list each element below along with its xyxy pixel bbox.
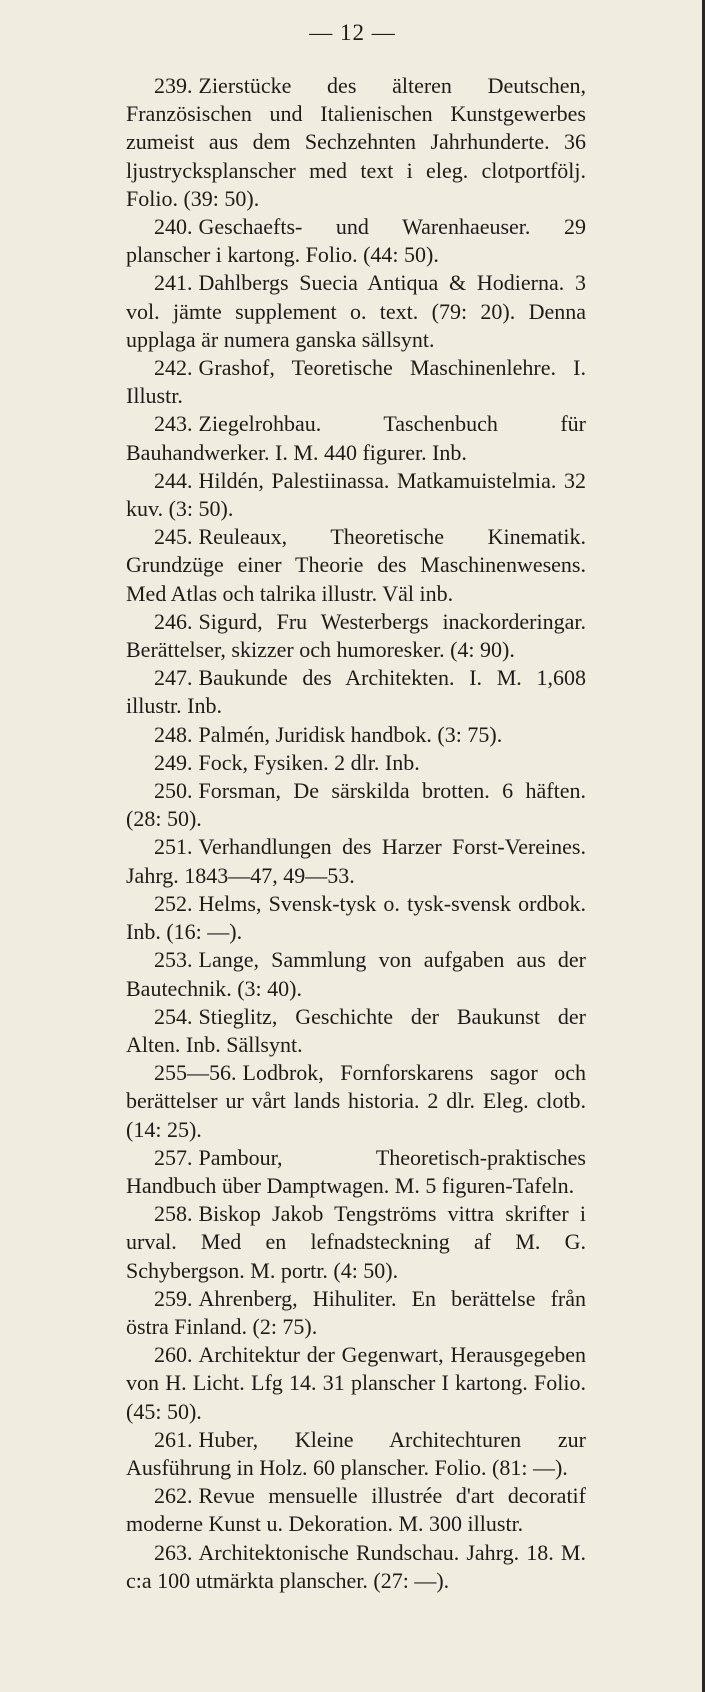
entry-number: 240. bbox=[154, 214, 193, 240]
catalogue-entry bbox=[126, 1059, 586, 1144]
catalogue-entry bbox=[126, 664, 586, 720]
entry-text: Grashof, Teoretische Maschinenlehre. I. Illustr. bbox=[126, 355, 586, 409]
entry-number: 252. bbox=[154, 890, 193, 916]
catalogue-entry bbox=[126, 410, 586, 466]
entry-text: Helms, Svensk-tysk o. tysk-svensk ordbok. Inb. (16: —). bbox=[126, 890, 586, 945]
entry-text: Hildén, Palestiinassa. Matkamuistelmia. 32 kuv. (3: 50). bbox=[126, 467, 586, 522]
catalogue-entry bbox=[126, 269, 586, 354]
catalogue-entry bbox=[126, 213, 586, 269]
entry-text: Zierstücke des älteren Deutschen, Französischen und Italienischen Kunstgewerbes zumeist aus dem Sechzehnten Jahrhunderte. 36 ljustrycksplanscher med text i eleg. clotportfölj. Folio. (39: 50). bbox=[126, 73, 586, 211]
entry-text: Ziegelrohbau. Taschenbuch für Bauhandwerker. I. M. 440 figurer. Inb. bbox=[126, 411, 586, 465]
entry-text: Verhandlungen des Harzer Forst-Vereines. Jahrg. 1843—47, 49—53. bbox=[126, 834, 586, 888]
catalogue-entry bbox=[126, 354, 586, 410]
catalogue-entry bbox=[126, 1003, 586, 1059]
catalogue-entries bbox=[126, 72, 586, 1595]
catalogue-entry bbox=[126, 777, 586, 833]
entry-number: 244. bbox=[154, 467, 193, 493]
catalogue-entry bbox=[126, 721, 586, 749]
entry-text: Reuleaux, Theoretische Kinematik. Grundzüge einer Theorie des Maschinenwesens. Med Atlas och talrika illustr. Väl inb. bbox=[126, 524, 586, 606]
entry-number: 263. bbox=[154, 1539, 193, 1565]
entry-text: Forsman, De särskilda brotten. 6 häften. (28: 50). bbox=[126, 778, 586, 832]
entry-text: Architektur der Gegenwart, Herausgegeben von H. Licht. Lfg 14. 31 planscher I kartong. Folio. (45: 50). bbox=[126, 1342, 586, 1424]
entry-number: 243. bbox=[154, 411, 193, 437]
entry-number: 241. bbox=[154, 270, 193, 296]
catalogue-entry bbox=[126, 1200, 586, 1285]
entry-number: 251. bbox=[154, 834, 193, 860]
entry-number: 261. bbox=[154, 1426, 193, 1452]
entry-text: Palmén, Juridisk handbok. (3: 75). bbox=[198, 721, 503, 747]
entry-number: 242. bbox=[154, 355, 193, 381]
catalogue-entry bbox=[126, 946, 586, 1002]
catalogue-entry bbox=[126, 608, 586, 664]
entry-number: 245. bbox=[154, 524, 193, 550]
catalogue-entry bbox=[126, 1341, 586, 1426]
entry-number: 255—56. bbox=[154, 1060, 237, 1086]
entry-text: Ahrenberg, Hihuliter. En berättelse från östra Finland. (2: 75). bbox=[126, 1285, 586, 1339]
entry-text: Geschaefts- und Warenhaeuser. 29 planscher i kartong. Folio. (44: 50). bbox=[126, 214, 586, 268]
entry-number: 247. bbox=[154, 665, 193, 691]
entry-text: Architektonische Rundschau. Jahrg. 18. M. c:a 100 utmärkta planscher. (27: —). bbox=[126, 1539, 586, 1593]
entry-text: Revue mensuelle illustrée d'art decoratif moderne Kunst u. Dekoration. M. 300 illustr. bbox=[126, 1483, 586, 1537]
entry-text: Biskop Jakob Tengströms vittra skrifter i urval. Med en lefnadsteckning af M. G. Schybergson. M. portr. (4: 50). bbox=[126, 1201, 586, 1283]
entry-text: Baukunde des Architekten. I. M. 1,608 illustr. Inb. bbox=[126, 665, 586, 719]
entry-text: Dahlbergs Suecia Antiqua & Hodierna. 3 vol. jämte supplement o. text. (79: 20). Denna upplaga är numera ganska sällsynt. bbox=[126, 270, 586, 352]
entry-text: Lange, Sammlung von aufgaben aus der Bautechnik. (3: 40). bbox=[126, 947, 586, 1001]
entry-text: Fock, Fysiken. 2 dlr. Inb. bbox=[198, 749, 420, 775]
catalogue-entry bbox=[126, 1144, 586, 1200]
entry-number: 258. bbox=[154, 1201, 193, 1227]
page-number: — 12 — bbox=[309, 20, 396, 45]
catalogue-entry bbox=[126, 1482, 586, 1538]
catalogue-entry bbox=[126, 467, 586, 523]
entry-number: 246. bbox=[154, 608, 193, 634]
entry-number: 262. bbox=[154, 1483, 193, 1509]
entry-text: Pambour, Theoretisch-praktisches Handbuch über Damptwagen. M. 5 figuren-Tafeln. bbox=[126, 1144, 586, 1198]
entry-number: 260. bbox=[154, 1342, 193, 1368]
entry-text: Lodbrok, Fornforskarens sagor och berättelser ur vårt lands historia. 2 dlr. Eleg. clotb. (14: 25). bbox=[126, 1060, 586, 1142]
entry-number: 239. bbox=[154, 73, 193, 98]
entry-text: Sigurd, Fru Westerbergs inackorderingar. Berättelser, skizzer och humoresker. (4: 90). bbox=[126, 608, 586, 663]
catalogue-entry bbox=[126, 833, 586, 889]
catalogue-entry bbox=[126, 523, 586, 608]
entry-number: 248. bbox=[154, 721, 193, 747]
entry-number: 253. bbox=[154, 947, 193, 973]
catalogue-entry bbox=[126, 749, 586, 777]
catalogue-entry bbox=[126, 890, 586, 946]
catalogue-entry bbox=[126, 1285, 586, 1341]
catalogue-entry bbox=[126, 72, 586, 213]
entry-number: 257. bbox=[154, 1144, 193, 1170]
entry-number: 259. bbox=[154, 1285, 193, 1311]
catalogue-entry bbox=[126, 1426, 586, 1482]
entry-text: Huber, Kleine Architechturen zur Ausführung in Holz. 60 planscher. Folio. (81: —). bbox=[126, 1426, 586, 1480]
catalogue-entry bbox=[126, 1539, 586, 1595]
entry-text: Stieglitz, Geschichte der Baukunst der Alten. Inb. Sällsynt. bbox=[126, 1003, 586, 1057]
entry-number: 250. bbox=[154, 778, 193, 804]
entry-number: 254. bbox=[154, 1003, 193, 1029]
entry-number: 249. bbox=[154, 749, 193, 775]
